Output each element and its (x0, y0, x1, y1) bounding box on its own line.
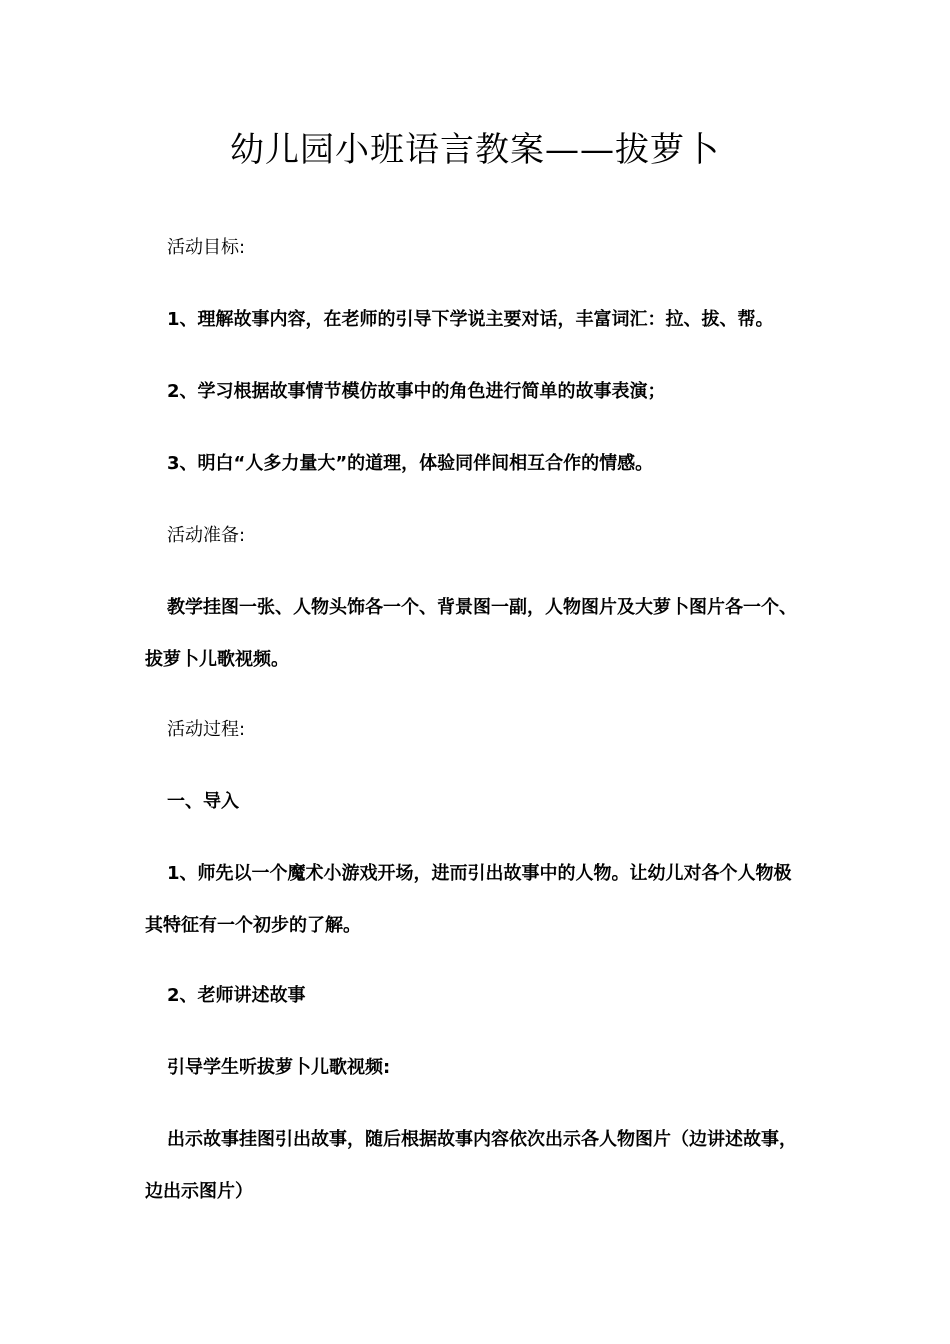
step-2-guide: 引导学生听拔萝卜儿歌视频: (167, 1057, 391, 1078)
step-1-heading: 一、导入 (167, 791, 239, 812)
prep-heading: 活动准备: (167, 525, 246, 546)
step-1-text: 1、师先以一个魔术小游戏开场，进而引出故事中的人物。让幼儿对各个人物极其特征有一个初步的了解。 (145, 863, 792, 936)
process-heading: 活动过程: (167, 719, 246, 740)
goal-item-3: 3、明白“人多力量大”的道理，体验同伴间相互合作的情感。 (167, 453, 654, 474)
goals-heading: 活动目标: (167, 237, 246, 258)
goal-item-2: 2、学习根据故事情节模仿故事中的角色进行简单的故事表演； (167, 381, 666, 402)
prep-text: 教学挂图一张、人物头饰各一个、背景图一副，人物图片及大萝卜图片各一个、拔萝卜儿歌视频。 (145, 597, 797, 670)
goal-item-1: 1、理解故事内容，在老师的引导下学说主要对话，丰富词汇：拉、拔、帮。 (167, 309, 774, 330)
step-2-text: 出示故事挂图引出故事，随后根据故事内容依次出示各人物图片（边讲述故事，边出示图片） (145, 1129, 797, 1202)
page-title: 幼儿园小班语言教案——拔萝卜 (230, 130, 720, 170)
step-2-heading: 2、老师讲述故事 (167, 985, 306, 1006)
